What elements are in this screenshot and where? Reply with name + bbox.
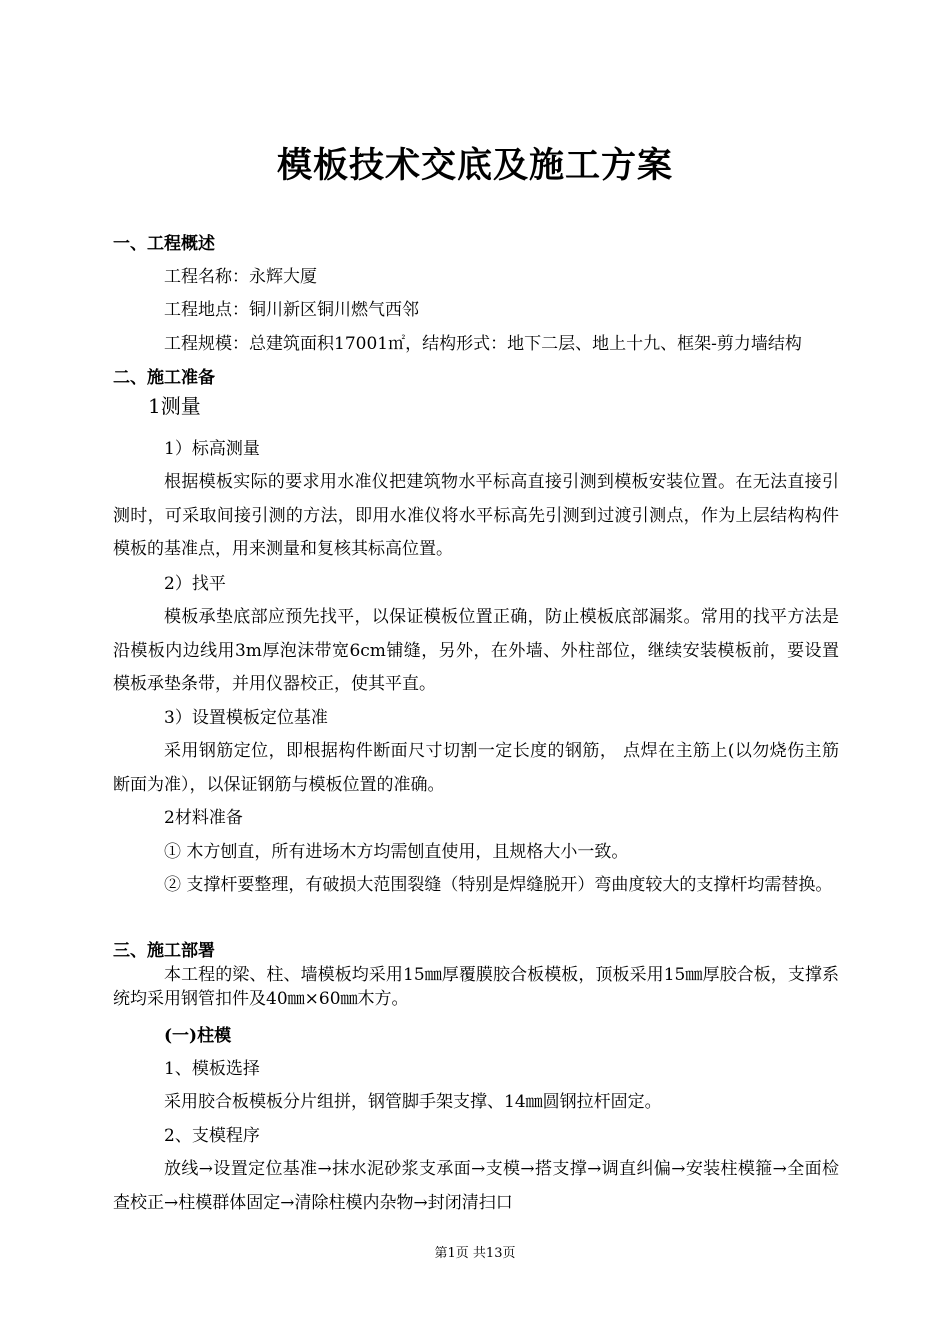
formwork-selection-text: 采用胶合板模板分片组拼，钢管脚手架支撑、14㎜圆钢拉杆固定。 <box>164 1092 662 1112</box>
formwork-procedure-title: 2、支模程序 <box>164 1126 260 1146</box>
deployment-intro: 本工程的梁、柱、墙模板均采用15㎜厚覆膜胶合板模板，顶板采用15㎜厚胶合板，支撑系统均采用钢管扣件及40㎜×60㎜木方。 <box>113 965 839 1009</box>
elevation-title: 1）标高测量 <box>164 439 260 459</box>
leveling-text: 模板承垫底部应预先找平，以保证模板位置正确，防止模板底部漏浆。常用的找平方法是沿模板内边线用3m厚泡沫带宽6cm铺缝，另外，在外墙、外柱部位，继续安装模板前，要设置模板承垫条带，并用仪器校正，使其平直。 <box>113 607 839 694</box>
material-title: 2材料准备 <box>164 808 243 828</box>
material-item-1: ① 木方刨直，所有进场木方均需刨直使用，且规格大小一致。 <box>164 842 629 862</box>
project-location: 工程地点：铜川新区铜川燃气西邻 <box>164 300 419 320</box>
leveling-title: 2）找平 <box>164 574 226 594</box>
datum-title: 3）设置模板定位基准 <box>164 708 328 728</box>
section-heading-preparation: 二、施工准备 <box>113 368 215 388</box>
formwork-selection-title: 1、模板选择 <box>164 1059 260 1079</box>
subheading-measure: 1测量 <box>148 394 201 418</box>
project-name: 工程名称：永辉大厦 <box>164 267 317 287</box>
document-title: 模板技术交底及施工方案 <box>276 145 673 186</box>
elevation-text: 根据模板实际的要求用水准仪把建筑物水平标高直接引测到模板安装位置。在无法直接引测时，可采取间接引测的方法，即用水准仪将水平标高先引测到过渡引测点，作为上层结构构件模板的基准点，用来测量和复核其标高位置。 <box>113 472 839 559</box>
page-footer: 第1页 共13页 <box>434 1246 516 1261</box>
formwork-procedure-text: 放线→设置定位基准→抹水泥砂浆支承面→支模→搭支撑→调直纠偏→安装柱模箍→全面检查校正→柱模群体固定→清除柱模内杂物→封闭清扫口 <box>113 1159 839 1213</box>
datum-text: 采用钢筋定位，即根据构件断面尺寸切割一定长度的钢筋， 点焊在主筋上(以勿烧伤主筋断面为准），以保证钢筋与模板位置的准确。 <box>113 741 839 795</box>
material-item-2: ② 支撑杆要整理，有破损大范围裂缝（特别是焊缝脱开）弯曲度较大的支撑杆均需替换。 <box>164 875 833 895</box>
project-scale: 工程规模：总建筑面积17001㎡，结构形式：地下二层、地上十九、框架-剪力墙结构 <box>164 334 802 354</box>
column-formwork-heading: (一)柱模 <box>164 1026 232 1046</box>
section-heading-deployment: 三、施工部署 <box>113 941 215 961</box>
section-heading-overview: 一、工程概述 <box>113 234 215 254</box>
